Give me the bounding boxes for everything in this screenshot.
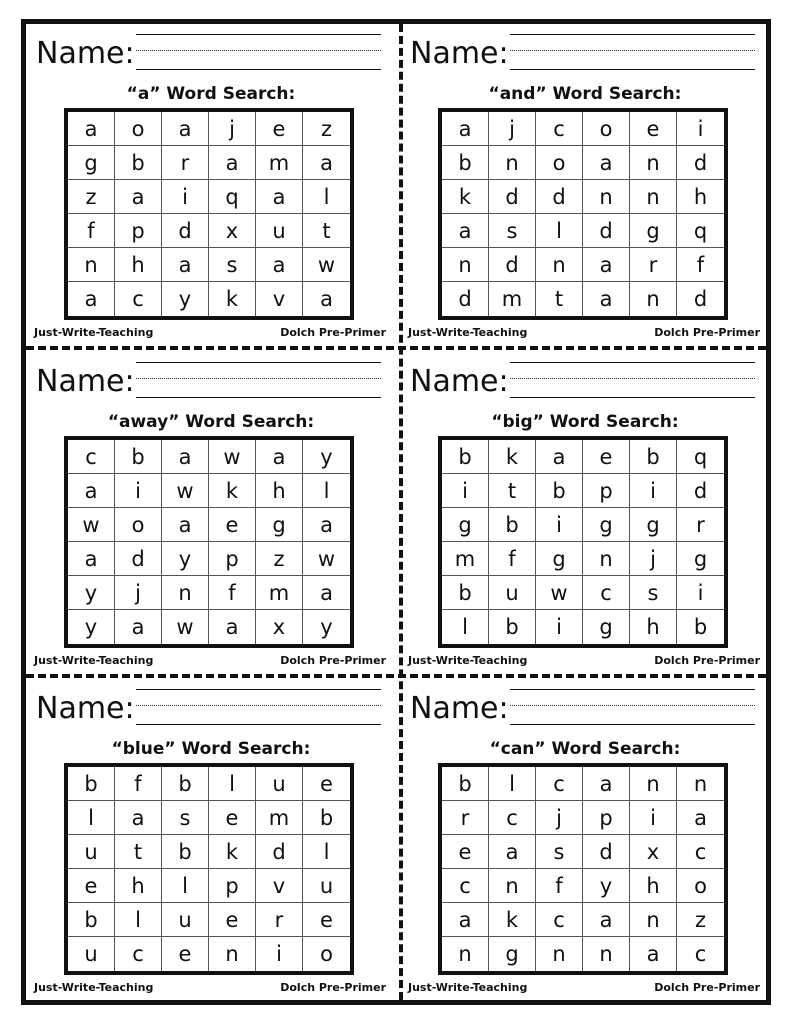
grid-letter-cell[interactable]: n: [209, 937, 256, 971]
grid-letter-cell[interactable]: g: [536, 542, 583, 576]
grid-letter-cell[interactable]: j: [489, 112, 536, 146]
grid-letter-cell[interactable]: q: [677, 214, 724, 248]
grid-letter-cell[interactable]: n: [583, 937, 630, 971]
grid-letter-cell[interactable]: t: [115, 835, 162, 869]
grid-letter-cell[interactable]: y: [162, 542, 209, 576]
grid-letter-cell[interactable]: t: [536, 282, 583, 316]
grid-letter-cell[interactable]: k: [489, 903, 536, 937]
grid-letter-cell[interactable]: o: [583, 112, 630, 146]
grid-letter-cell[interactable]: f: [677, 248, 724, 282]
name-writing-line-dotted: [510, 378, 755, 379]
grid-letter-cell[interactable]: u: [256, 767, 303, 801]
grid-letter-cell[interactable]: m: [256, 576, 303, 610]
grid-letter-cell[interactable]: l: [303, 474, 350, 508]
grid-letter-cell[interactable]: r: [256, 903, 303, 937]
grid-letter-cell[interactable]: e: [583, 440, 630, 474]
grid-letter-cell[interactable]: l: [68, 801, 115, 835]
grid-letter-cell[interactable]: d: [115, 542, 162, 576]
grid-letter-cell[interactable]: b: [162, 767, 209, 801]
grid-letter-cell[interactable]: d: [489, 180, 536, 214]
grid-letter-cell[interactable]: f: [536, 869, 583, 903]
grid-letter-cell[interactable]: k: [489, 440, 536, 474]
grid-letter-cell[interactable]: e: [162, 937, 209, 971]
credit-label: Just-Write-Teaching: [408, 326, 528, 339]
word-search-title: “away” Word Search:: [107, 412, 315, 432]
grid-letter-cell[interactable]: s: [536, 835, 583, 869]
name-writing-line-dotted: [510, 705, 755, 706]
grid-letter-cell[interactable]: a: [256, 248, 303, 282]
grid-letter-cell[interactable]: d: [677, 474, 724, 508]
name-label: Name:: [36, 364, 135, 399]
grid-letter-cell[interactable]: e: [256, 112, 303, 146]
grid-letter-cell[interactable]: a: [536, 440, 583, 474]
grid-letter-cell[interactable]: v: [256, 869, 303, 903]
name-writing-line-bottom: [510, 397, 755, 398]
grid-letter-cell[interactable]: l: [115, 903, 162, 937]
letter-grid: [438, 436, 728, 648]
grid-letter-cell[interactable]: w: [303, 248, 350, 282]
grid-letter-cell[interactable]: y: [303, 440, 350, 474]
grid-letter-cell[interactable]: c: [115, 937, 162, 971]
grid-letter-cell[interactable]: a: [583, 282, 630, 316]
grid-letter-cell[interactable]: o: [677, 869, 724, 903]
name-writing-line-top: [136, 34, 381, 35]
grid-letter-cell[interactable]: d: [583, 214, 630, 248]
grid-letter-cell[interactable]: l: [162, 869, 209, 903]
word-search-card: [26, 352, 396, 678]
grid-letter-cell[interactable]: w: [536, 576, 583, 610]
name-writing-line-dotted: [510, 50, 755, 51]
grid-letter-cell[interactable]: f: [115, 767, 162, 801]
name-label: Name:: [410, 36, 509, 71]
grid-letter-cell[interactable]: f: [68, 214, 115, 248]
grid-letter-cell[interactable]: u: [489, 576, 536, 610]
grid-letter-cell[interactable]: c: [694, 942, 707, 966]
credit-label: Just-Write-Teaching: [408, 981, 528, 994]
series-label: Dolch Pre-Primer: [280, 981, 386, 994]
grid-letter-cell[interactable]: i: [536, 508, 583, 542]
grid-letter-cell[interactable]: a: [583, 767, 630, 801]
grid-letter-cell[interactable]: g: [256, 508, 303, 542]
grid-letter-cell[interactable]: e: [209, 508, 256, 542]
word-search-card: [26, 679, 396, 1005]
grid-letter-cell[interactable]: e: [630, 112, 677, 146]
name-writing-line-dotted: [136, 378, 381, 379]
grid-letter-cell[interactable]: y: [320, 615, 333, 639]
grid-letter-cell[interactable]: b: [442, 767, 489, 801]
grid-letter-cell[interactable]: e: [209, 903, 256, 937]
grid-letter-cell[interactable]: d: [442, 282, 489, 316]
grid-letter-cell[interactable]: w: [209, 440, 256, 474]
name-writing-line-top: [136, 689, 381, 690]
grid-letter-cell[interactable]: z: [68, 180, 115, 214]
grid-letter-cell[interactable]: a: [162, 112, 209, 146]
grid-letter-cell[interactable]: o: [320, 942, 333, 966]
grid-letter-cell[interactable]: j: [630, 542, 677, 576]
grid-letter-cell[interactable]: a: [630, 937, 677, 971]
grid-letter-cell[interactable]: b: [442, 440, 489, 474]
grid-letter-cell[interactable]: a: [115, 610, 162, 644]
grid-letter-cell[interactable]: g: [583, 508, 630, 542]
grid-letter-cell[interactable]: l: [536, 214, 583, 248]
credit-label: Just-Write-Teaching: [34, 654, 154, 667]
series-label: Dolch Pre-Primer: [654, 326, 760, 339]
grid-letter-cell[interactable]: h: [630, 869, 677, 903]
grid-letter-cell[interactable]: i: [677, 112, 724, 146]
grid-letter-cell[interactable]: n: [442, 248, 489, 282]
grid-letter-cell[interactable]: g: [630, 508, 677, 542]
grid-letter-cell[interactable]: n: [630, 146, 677, 180]
grid-letter-cell[interactable]: b: [162, 835, 209, 869]
grid-letter-cell[interactable]: g: [489, 937, 536, 971]
grid-letter-cell[interactable]: a: [256, 180, 303, 214]
grid-letter-cell[interactable]: i: [536, 610, 583, 644]
grid-letter-cell[interactable]: y: [68, 610, 115, 644]
grid-letter-cell[interactable]: t: [489, 474, 536, 508]
grid-letter-cell[interactable]: w: [303, 542, 350, 576]
grid-letter-cell[interactable]: a: [442, 214, 489, 248]
grid-letter-cell[interactable]: b: [489, 508, 536, 542]
grid-letter-cell[interactable]: h: [630, 610, 677, 644]
grid-letter-cell[interactable]: c: [536, 903, 583, 937]
grid-letter-cell[interactable]: h: [256, 474, 303, 508]
grid-letter-cell[interactable]: o: [115, 508, 162, 542]
word-search-title: “and” Word Search:: [488, 84, 682, 104]
grid-letter-cell[interactable]: e: [442, 835, 489, 869]
grid-letter-cell[interactable]: p: [115, 214, 162, 248]
grid-letter-cell[interactable]: c: [442, 869, 489, 903]
grid-letter-cell[interactable]: h: [115, 248, 162, 282]
grid-letter-cell[interactable]: q: [209, 180, 256, 214]
worksheet-page: [21, 19, 771, 1005]
grid-letter-cell[interactable]: b: [442, 146, 489, 180]
grid-letter-cell[interactable]: n: [630, 767, 677, 801]
grid-letter-cell[interactable]: i: [115, 474, 162, 508]
grid-letter-cell[interactable]: a: [115, 180, 162, 214]
grid-letter-cell[interactable]: y: [162, 282, 209, 316]
grid-letter-cell[interactable]: u: [162, 903, 209, 937]
grid-letter-cell[interactable]: a: [256, 440, 303, 474]
grid-letter-cell[interactable]: g: [442, 508, 489, 542]
word-search-title: “a” Word Search:: [126, 84, 296, 104]
word-search-card: [400, 24, 770, 350]
grid-letter-cell[interactable]: a: [583, 248, 630, 282]
word-search-title: “blue” Word Search:: [111, 739, 311, 759]
word-search-title: “big” Word Search:: [491, 412, 679, 432]
grid-letter-cell[interactable]: b: [303, 801, 350, 835]
credit-label: Just-Write-Teaching: [34, 326, 154, 339]
grid-letter-cell[interactable]: h: [115, 869, 162, 903]
name-label: Name:: [36, 691, 135, 726]
word-search-card: [400, 352, 770, 678]
grid-letter-cell[interactable]: u: [68, 835, 115, 869]
grid-letter-cell[interactable]: d: [583, 835, 630, 869]
grid-letter-cell[interactable]: z: [303, 112, 350, 146]
grid-letter-cell[interactable]: b: [630, 440, 677, 474]
grid-letter-cell[interactable]: l: [442, 610, 489, 644]
grid-letter-cell[interactable]: a: [489, 835, 536, 869]
grid-letter-cell[interactable]: l: [303, 835, 350, 869]
grid-letter-cell[interactable]: b: [536, 474, 583, 508]
grid-letter-cell[interactable]: i: [630, 474, 677, 508]
grid-letter-cell[interactable]: n: [536, 937, 583, 971]
grid-letter-cell[interactable]: c: [677, 835, 724, 869]
grid-letter-cell[interactable]: k: [209, 282, 256, 316]
grid-letter-cell[interactable]: n: [442, 937, 489, 971]
grid-letter-cell[interactable]: x: [256, 610, 303, 644]
grid-letter-cell[interactable]: n: [630, 180, 677, 214]
grid-letter-cell[interactable]: l: [209, 767, 256, 801]
credit-label: Just-Write-Teaching: [34, 981, 154, 994]
grid-letter-cell[interactable]: i: [630, 801, 677, 835]
grid-letter-cell[interactable]: i: [162, 180, 209, 214]
grid-letter-cell[interactable]: p: [209, 869, 256, 903]
grid-letter-cell[interactable]: a: [303, 576, 350, 610]
letter-grid: [438, 763, 728, 975]
grid-letter-cell[interactable]: k: [209, 835, 256, 869]
name-label: Name:: [410, 691, 509, 726]
grid-letter-cell[interactable]: b: [68, 903, 115, 937]
grid-letter-cell[interactable]: l: [489, 767, 536, 801]
grid-letter-cell[interactable]: r: [442, 801, 489, 835]
grid-letter-cell[interactable]: g: [630, 214, 677, 248]
grid-letter-cell[interactable]: t: [303, 214, 350, 248]
grid-letter-cell[interactable]: b: [115, 146, 162, 180]
grid-letter-cell[interactable]: a: [303, 508, 350, 542]
grid-letter-cell[interactable]: n: [489, 869, 536, 903]
grid-letter-cell[interactable]: n: [489, 146, 536, 180]
grid-letter-cell[interactable]: a: [442, 112, 489, 146]
grid-letter-cell[interactable]: f: [209, 576, 256, 610]
name-writing-line-bottom: [510, 69, 755, 70]
letter-grid: [64, 108, 354, 320]
grid-letter-cell[interactable]: m: [489, 282, 536, 316]
grid-letter-cell[interactable]: d: [256, 835, 303, 869]
grid-letter-cell[interactable]: b: [489, 610, 536, 644]
grid-letter-cell[interactable]: a: [583, 903, 630, 937]
series-label: Dolch Pre-Primer: [280, 654, 386, 667]
grid-letter-cell[interactable]: s: [489, 214, 536, 248]
grid-letter-cell[interactable]: x: [630, 835, 677, 869]
name-writing-line-top: [510, 362, 755, 363]
grid-letter-cell[interactable]: e: [303, 903, 350, 937]
grid-letter-cell[interactable]: m: [256, 146, 303, 180]
grid-letter-cell[interactable]: x: [209, 214, 256, 248]
grid-letter-cell[interactable]: a: [162, 440, 209, 474]
name-writing-line-bottom: [136, 69, 381, 70]
grid-letter-cell[interactable]: r: [162, 146, 209, 180]
series-label: Dolch Pre-Primer: [280, 326, 386, 339]
grid-letter-cell[interactable]: a: [68, 474, 115, 508]
grid-letter-cell[interactable]: u: [256, 214, 303, 248]
word-search-card: [400, 679, 770, 1005]
grid-letter-cell[interactable]: a: [442, 903, 489, 937]
grid-letter-cell[interactable]: g: [68, 146, 115, 180]
grid-letter-cell[interactable]: q: [677, 440, 724, 474]
grid-letter-cell[interactable]: f: [489, 542, 536, 576]
name-label: Name:: [36, 36, 135, 71]
grid-letter-cell[interactable]: h: [677, 180, 724, 214]
grid-letter-cell[interactable]: a: [209, 610, 256, 644]
grid-letter-cell[interactable]: r: [630, 248, 677, 282]
grid-letter-cell[interactable]: b: [442, 576, 489, 610]
grid-letter-cell[interactable]: s: [209, 248, 256, 282]
grid-letter-cell[interactable]: p: [209, 542, 256, 576]
name-writing-line-bottom: [510, 724, 755, 725]
word-search-card: [26, 24, 396, 350]
grid-letter-cell[interactable]: n: [677, 767, 724, 801]
name-writing-line-bottom: [136, 397, 381, 398]
series-label: Dolch Pre-Primer: [654, 654, 760, 667]
grid-letter-cell[interactable]: o: [536, 146, 583, 180]
grid-letter-cell[interactable]: o: [115, 112, 162, 146]
grid-letter-cell[interactable]: b: [115, 440, 162, 474]
grid-letter-cell[interactable]: y: [68, 576, 115, 610]
grid-letter-cell[interactable]: a: [677, 801, 724, 835]
grid-letter-cell[interactable]: p: [583, 801, 630, 835]
grid-letter-cell[interactable]: c: [115, 282, 162, 316]
grid-letter-cell[interactable]: d: [162, 214, 209, 248]
letter-grid: [64, 436, 354, 648]
grid-letter-cell[interactable]: u: [68, 937, 115, 971]
grid-letter-cell[interactable]: j: [115, 576, 162, 610]
grid-letter-cell[interactable]: w: [68, 508, 115, 542]
grid-letter-cell[interactable]: m: [442, 542, 489, 576]
grid-letter-cell[interactable]: n: [630, 903, 677, 937]
grid-letter-cell[interactable]: e: [68, 869, 115, 903]
grid-letter-cell[interactable]: c: [583, 576, 630, 610]
grid-letter-cell[interactable]: v: [256, 282, 303, 316]
grid-letter-cell[interactable]: j: [536, 801, 583, 835]
grid-letter-cell[interactable]: e: [209, 801, 256, 835]
letter-grid: [64, 763, 354, 975]
name-label: Name:: [410, 364, 509, 399]
grid-letter-cell[interactable]: i: [677, 576, 724, 610]
grid-letter-cell[interactable]: j: [209, 112, 256, 146]
series-label: Dolch Pre-Primer: [654, 981, 760, 994]
word-search-title: “can” Word Search:: [489, 739, 681, 759]
name-writing-line-bottom: [136, 724, 381, 725]
grid-letter-cell[interactable]: w: [162, 474, 209, 508]
name-writing-line-top: [510, 689, 755, 690]
grid-letter-cell[interactable]: a: [162, 248, 209, 282]
grid-letter-cell[interactable]: i: [256, 937, 303, 971]
grid-letter-cell[interactable]: d: [693, 287, 708, 311]
grid-letter-cell[interactable]: z: [256, 542, 303, 576]
grid-letter-cell[interactable]: d: [677, 146, 724, 180]
grid-letter-cell[interactable]: u: [303, 869, 350, 903]
grid-letter-cell[interactable]: n: [162, 576, 209, 610]
grid-letter-cell[interactable]: e: [303, 767, 350, 801]
grid-letter-cell[interactable]: b: [693, 615, 708, 639]
grid-letter-cell[interactable]: b: [68, 767, 115, 801]
name-writing-line-dotted: [136, 50, 381, 51]
grid-letter-cell[interactable]: a: [68, 112, 115, 146]
grid-letter-cell[interactable]: d: [536, 180, 583, 214]
grid-letter-cell[interactable]: n: [68, 248, 115, 282]
grid-letter-cell[interactable]: a: [209, 146, 256, 180]
grid-letter-cell[interactable]: a: [162, 508, 209, 542]
grid-letter-cell[interactable]: n: [536, 248, 583, 282]
grid-letter-cell[interactable]: c: [536, 112, 583, 146]
grid-letter-cell[interactable]: z: [677, 903, 724, 937]
grid-letter-cell[interactable]: a: [583, 146, 630, 180]
grid-letter-cell[interactable]: a: [320, 287, 333, 311]
grid-letter-cell[interactable]: a: [115, 801, 162, 835]
grid-letter-cell[interactable]: m: [256, 801, 303, 835]
grid-letter-cell[interactable]: a: [68, 542, 115, 576]
grid-letter-cell[interactable]: k: [442, 180, 489, 214]
letter-grid: [438, 108, 728, 320]
grid-letter-cell[interactable]: c: [489, 801, 536, 835]
grid-letter-cell[interactable]: g: [677, 542, 724, 576]
grid-letter-cell[interactable]: p: [583, 474, 630, 508]
grid-letter-cell[interactable]: n: [583, 180, 630, 214]
grid-letter-cell[interactable]: w: [162, 610, 209, 644]
name-writing-line-dotted: [136, 705, 381, 706]
grid-letter-cell[interactable]: n: [630, 282, 677, 316]
name-writing-line-top: [510, 34, 755, 35]
grid-letter-cell[interactable]: d: [489, 248, 536, 282]
grid-letter-cell[interactable]: g: [583, 610, 630, 644]
grid-letter-cell[interactable]: l: [303, 180, 350, 214]
grid-letter-cell[interactable]: i: [442, 474, 489, 508]
name-writing-line-top: [136, 362, 381, 363]
grid-letter-cell[interactable]: s: [630, 576, 677, 610]
grid-letter-cell[interactable]: y: [583, 869, 630, 903]
grid-letter-cell[interactable]: a: [68, 282, 115, 316]
grid-letter-cell[interactable]: r: [677, 508, 724, 542]
grid-letter-cell[interactable]: a: [303, 146, 350, 180]
credit-label: Just-Write-Teaching: [408, 654, 528, 667]
grid-letter-cell[interactable]: k: [209, 474, 256, 508]
grid-letter-cell[interactable]: c: [68, 440, 115, 474]
grid-letter-cell[interactable]: c: [536, 767, 583, 801]
grid-letter-cell[interactable]: n: [583, 542, 630, 576]
grid-letter-cell[interactable]: s: [162, 801, 209, 835]
